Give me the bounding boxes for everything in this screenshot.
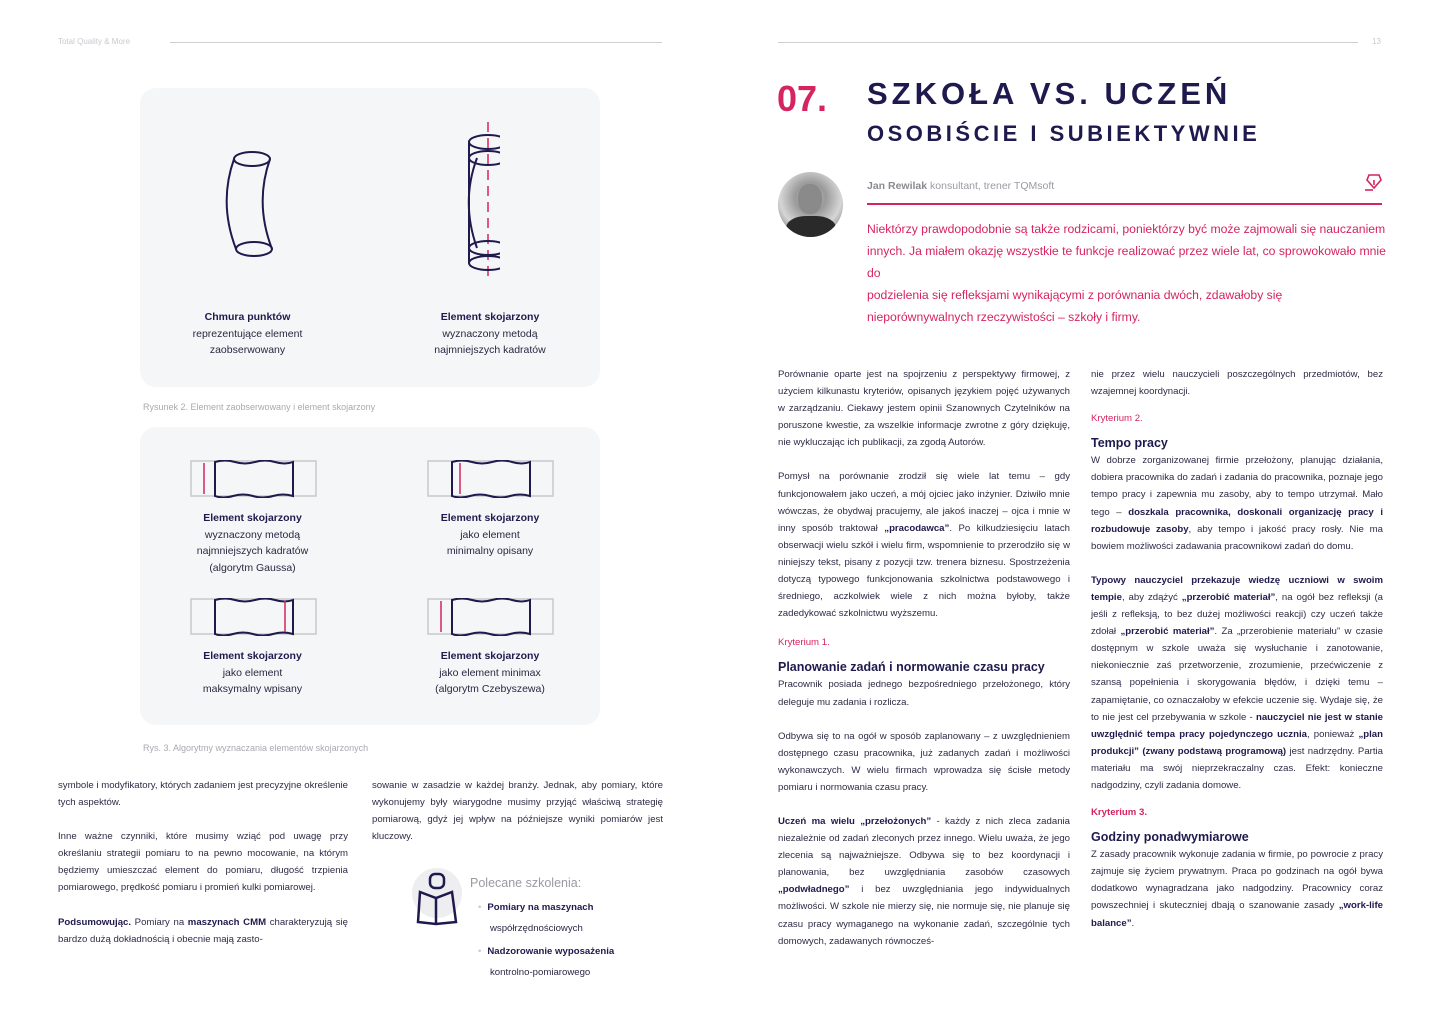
- author-avatar: [778, 172, 843, 237]
- text: symbole i modyfikatory, których zadaniem jest precyzyjne określenie tych aspektów.: [58, 780, 348, 809]
- bold-text: „podwładnego”: [778, 884, 850, 896]
- continued-text: [1091, 366, 1383, 400]
- criterion-3-title: Godziny ponadwymiarowe: [1091, 830, 1249, 845]
- page-number: 13: [1372, 37, 1381, 46]
- bold-text: „przerobić materiał”: [1181, 591, 1276, 603]
- paragraph: [1091, 366, 1383, 400]
- fountain-pen-icon: [1364, 172, 1384, 192]
- paragraph: [778, 813, 1070, 950]
- paragraph: [58, 828, 348, 896]
- bold-text: Uczeń ma wielu „przełożonych”: [778, 815, 932, 827]
- paragraph: [778, 676, 1070, 710]
- author-byline: Jan Rewilak konsultant, trener TQMsoft: [867, 180, 1055, 192]
- criterion-2-text: [1091, 452, 1383, 794]
- left-column-1: [58, 777, 348, 965]
- trainings-title: Polecane szkolenia:: [470, 876, 582, 890]
- reader-book-icon: [412, 868, 462, 918]
- chapter-number: 07.: [777, 78, 828, 119]
- text: - każdy z nich zleca zadania niezależnie od zadań zleconych przez innego. Wielu uważa, że jego zlecenia są najważniejsze. Odbywa się to bez koordynacji i planowania, bez uwzględniania zasobów czasowych: [778, 815, 1070, 879]
- trainings-list: [478, 897, 614, 983]
- text: sowanie w zasadzie w każdej branży. Jednak, aby pomiary, które wykonujemy były wiarygodne musimy przyjąć właściwą strategię pomiarową, gdyż jej wpływ na późniejsze wyniki pomiarów jest kluczowy.: [372, 780, 663, 843]
- figure-2: [140, 88, 600, 387]
- text: Pomiary na: [131, 916, 188, 928]
- min-circumscribed-diagram: [427, 460, 555, 498]
- article-subtitle: OSOBIŚCIE I SUBIEKTYWNIE: [867, 121, 1261, 146]
- bold-text: nauczyciel nie jest w stanie uwzględnić tempa pracy pojedynczego ucznia: [1091, 711, 1383, 740]
- paragraph: [778, 366, 1070, 451]
- figure-3-caption-3: Element skojarzony jako element maksymalny wpisany: [202, 650, 303, 695]
- running-head: Total Quality & More: [58, 37, 131, 46]
- text: Porównanie oparte jest na spojrzeniu z perspektywy firmowej, z użyciem kilkunastu kryteriów, opisanych językiem pojęć używanych w zarządzaniu. Ciekawy jestem opinii Szanownych Czytelników na poruszone kwestie, za wszelkie informacje zwrotne z góry dziękuję, nie wykluczając ich publikacji, za zgodą Autorów.: [778, 369, 1070, 449]
- text: Pracownik posiada jednego bezpośredniego przełożonego, który deleguje mu zadania i rozlicza.: [778, 679, 1070, 708]
- bold-text: Typowy nauczyciel przekazuje wiedzę uczniowi w swoim tempie: [1091, 574, 1383, 603]
- bold-text: Podsumowując.: [58, 916, 132, 928]
- point-cloud-cylinder-icon: [218, 143, 288, 268]
- bold-text: „pracodawca”: [884, 522, 950, 534]
- author-rule: [867, 203, 1382, 205]
- paragraph: [58, 777, 348, 811]
- intro-text: [778, 366, 1070, 622]
- max-inscribed-diagram: [190, 598, 318, 636]
- figure-3-caption: Rys. 3. Algorytmy wyznaczania elementów skojarzonych: [143, 743, 369, 753]
- text: charakteryzują się bardzo dużą dokładnością i obecnie mają zasto-: [58, 916, 348, 945]
- right-column-2: [1091, 366, 1383, 949]
- bold-text: „plan produkcji” (zwany podstawą programową): [1091, 728, 1383, 757]
- header-rule: [170, 42, 662, 43]
- article-title: SZKOŁA VS. UCZEŃ: [867, 76, 1232, 111]
- bold-text: „work-life balance”: [1091, 900, 1383, 929]
- figure-3-caption-1: Element skojarzony wyznaczony metodą najmniejszych kadratów (algorytm Gaussa): [196, 512, 309, 574]
- paragraph: [778, 468, 1070, 622]
- text: , na ogół bez refleksji (a jeśli z refleksją, to bez dużej możliwości reakcji) czy uczeń także zdołał: [1091, 591, 1383, 638]
- text: Inne ważne czynniki, które musimy wziąć pod uwagę przy określaniu strategii pomiaru to na pewno mocowanie, na którym będziemy umieszczać element do pomiaru, długość trzpienia pomiarowego, prędkość pomiaru i promień kulki pomiarowej.: [58, 831, 348, 894]
- paragraph: [1091, 452, 1383, 555]
- paragraph: [372, 777, 663, 845]
- text: Pomysł na porównanie zrodził się wiele lat temu – gdy funkcjonowałem jako uczeń, a mój ojciec jako inżynier. Dziwiło mnie wówczas, że obydwaj pracujemy, ale jakoś inaczej – ojca i mnie w inny sposób traktował: [778, 471, 1070, 534]
- text: jest nadrzędny. Partia materiału ma swój nieprzekraczalny czas. Efekt: konieczne nadgodziny, czyli zadania domowe.: [1091, 745, 1383, 791]
- bold-text: doszkala pracownika, doskonali organizację pracy i rozbudowuje zasoby: [1091, 506, 1383, 535]
- text: . Za „przerobienie materiału” w czasie dostępnym w szkole uważa się wysłuchanie i zanotowanie, niekoniecznie zaś przetworzenie, zrozumienie, przećwiczenie z szansą popełnienia i skorygowania błędów, i dzięki temu – zapamiętanie, co oznaczałoby w efekcie uczenie się. Wydaje się, że to nie jest cel przebywania w szkole -: [1091, 626, 1383, 723]
- text: . Po kilkudziesięciu latach obserwacji wielu szkół i wielu firm, wspomnienie to przerodziło się w niniejszy tekst, pisany z pozycji tzw. trenera biznesu. Spostrzeżenia dotyczą typowego funkcjonowania szkolnictwa podstawowego i średniego, aczkolwiek wiele z nich można byłoby, także zadedykować szkolnictwu wyższemu.: [778, 522, 1070, 620]
- criterion-1-text: [778, 676, 1070, 949]
- text: nie przez wielu nauczycieli poszczególnych przedmiotów, bez wzajemnej koordynacji.: [1091, 369, 1383, 398]
- paragraph: [778, 728, 1070, 796]
- figure-3-caption-2: Element skojarzony jako element minimalny opisany: [440, 512, 540, 557]
- criterion-1-label: Kryterium 1.: [778, 637, 830, 649]
- lead-paragraph: Niektórzy prawdopodobnie są także rodzicami, poniektórzy być może zajmowali się nauczaniem innych. Ja miałem okazję wszystkie te funkcje realizować przez wiele lat, co sprowokowało mnie do podzielenia się refleksjami wynikającymi z porównania dwóch, zdawałoby się nieporównywalnych rzeczywistości – szkoły i firmy.: [867, 222, 1386, 324]
- training-item-1[interactable]: • Pomiary na maszynach współrzędnościowych: [478, 902, 594, 934]
- bold-text: maszynach CMM: [187, 916, 267, 928]
- paragraph: [58, 914, 348, 948]
- text: , aby tempo i jakość pracy rosły. Nie ma bowiem możliwości zadawania pracownikowi zadań do domu.: [1091, 523, 1383, 552]
- minimax-diagram: [427, 598, 555, 636]
- criterion-3-text: [1091, 846, 1383, 931]
- text: Z zasady pracownik wykonuje zadania w firmie, po powrocie z pracy zajmuje się życiem prywatnym. Praca po godzinach na ogół bywa dodatkowo wynagradzana jako nadgodziny. Pracownicy coraz powszechniej i skuteczniej dbają o szanowanie zasady: [1091, 849, 1383, 912]
- header-rule-right: [778, 42, 1358, 43]
- gauss-element-diagram: [190, 460, 318, 498]
- figure-2-caption-1: Chmura punktów reprezentujące element zaobserwowany: [192, 311, 303, 356]
- paragraph: [1091, 846, 1383, 931]
- figure-2-caption: Rysunek 2. Element zaobserwowany i element skojarzony: [143, 402, 376, 412]
- associated-cylinder-icon: [455, 120, 500, 280]
- bold-text: „przerobić materiał”: [1120, 626, 1215, 638]
- text: , ponieważ: [1306, 728, 1359, 740]
- criterion-3-label: Kryterium 3.: [1091, 807, 1147, 819]
- text: i bez uwzględniania jego indywidualnych możliwości. W szkole nie mierzy się, nie normuje się, nie planuje się czasu pracy wymaganego na wykonanie zadań, szczególnie tych domowych, zadawanych równocześ-: [778, 884, 1070, 947]
- criterion-2-title: Tempo pracy: [1091, 436, 1168, 451]
- paragraph: [1091, 572, 1383, 794]
- text: , aby zdążyć: [1121, 591, 1182, 603]
- left-column-2: [372, 777, 663, 862]
- training-item-2[interactable]: • Nadzorowanie wyposażenia kontrolno-pomiarowego: [478, 946, 615, 978]
- criterion-2-label: Kryterium 2.: [1091, 413, 1143, 425]
- text: W dobrze zorganizowanej firmie przełożony, planując działania, dobiera pracownika do zadań i zadania do pracownika, poznaje jego tempo pracy i zapewnia mu zasoby, aby to tempo utrzymał. Mało tego –: [1091, 455, 1383, 518]
- criterion-1-title: Planowanie zadań i normowanie czasu pracy: [778, 660, 1045, 675]
- figure-3: [140, 427, 600, 725]
- text: .: [1131, 917, 1135, 929]
- figure-3-caption-4: Element skojarzony jako element minimax (algorytm Czebyszewa): [435, 650, 545, 695]
- text: Odbywa się to na ogół w sposób zaplanowany – z uwzględnieniem dostępnego czasu pracownika, już zadanych zadań i możliwości wykonawczych. W wielu firmach wprowadza się ścisłe metody pomiaru i normowania czasu pracy.: [778, 730, 1070, 793]
- figure-2-caption-2: Element skojarzony wyznaczony metodą najmniejszych kadratów: [434, 311, 546, 356]
- right-column-1: [778, 366, 1070, 967]
